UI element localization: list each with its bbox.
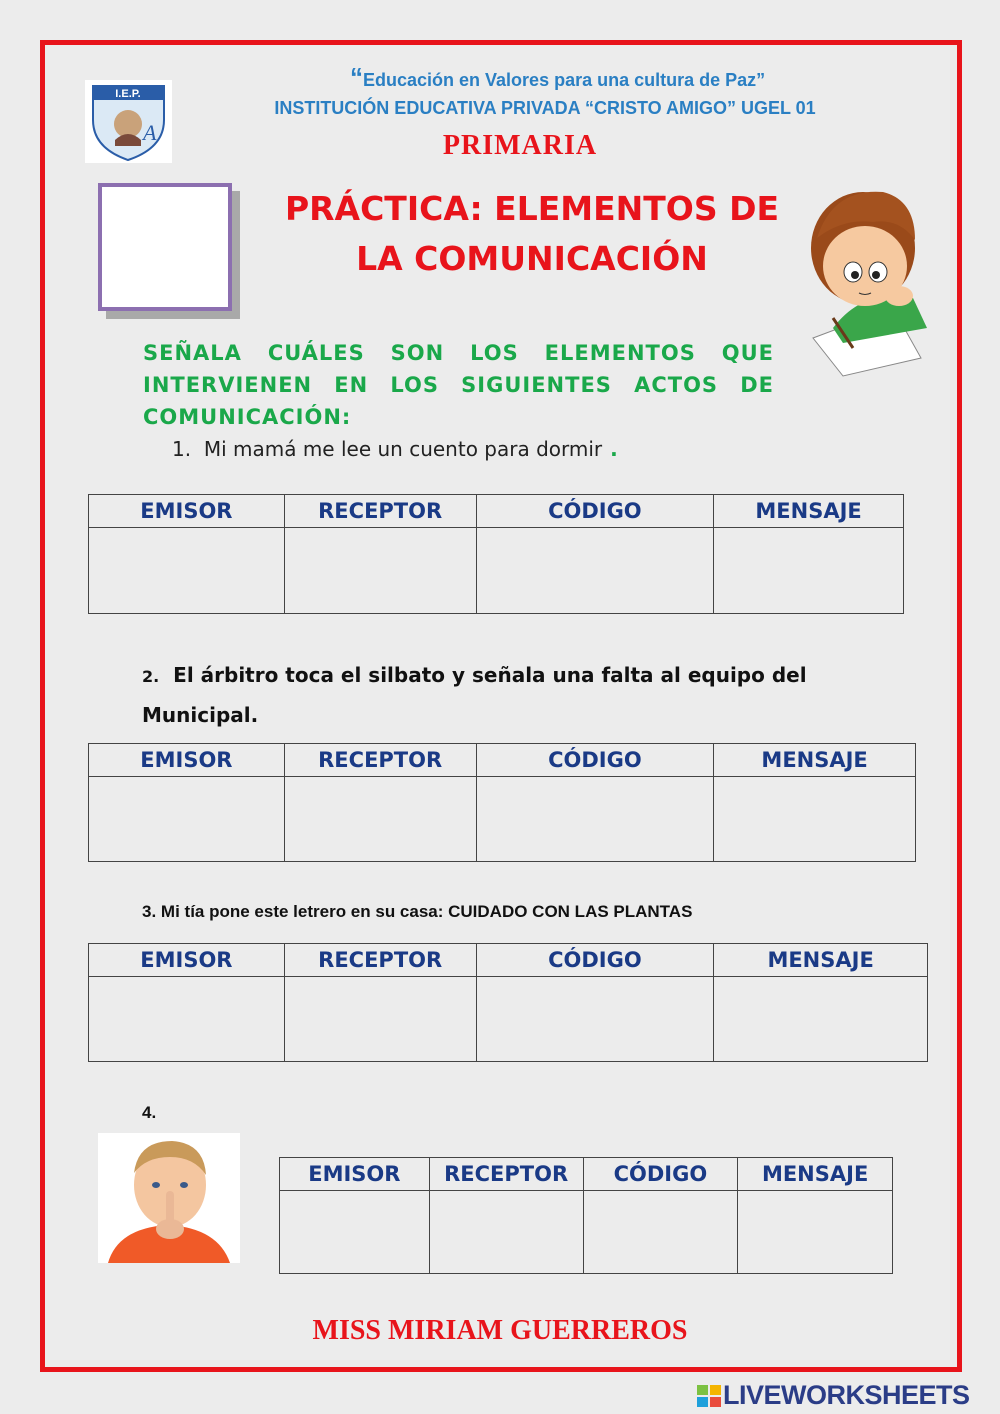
answer-cell-emisor[interactable]: [89, 528, 285, 614]
svg-text:A: A: [143, 120, 157, 145]
answer-table-2: [88, 743, 916, 862]
teacher-signature: MISS MIRIAM GUERREROS: [312, 1315, 688, 1346]
answer-cell-mensaje[interactable]: [714, 977, 928, 1062]
answer-cell-mensaje[interactable]: [714, 528, 904, 614]
header-codigo: CÓDIGO: [583, 1158, 738, 1191]
answer-cell-receptor[interactable]: [429, 1191, 583, 1274]
answer-cell-receptor[interactable]: [284, 977, 476, 1062]
header-receptor: RECEPTOR: [429, 1158, 583, 1191]
answer-cell-mensaje[interactable]: [714, 777, 916, 862]
answer-cell-codigo[interactable]: [583, 1191, 738, 1274]
svg-text:I.E.P.: I.E.P.: [115, 88, 141, 100]
header-emisor: EMISOR: [89, 944, 285, 977]
liveworksheets-watermark: LIVEWORKSHEETS: [697, 1380, 970, 1411]
header-codigo: CÓDIGO: [476, 495, 714, 528]
child-silence-photo: [98, 1133, 240, 1263]
question-1: 1. Mi mamá me lee un cuento para dormir .: [172, 437, 618, 461]
header-receptor: RECEPTOR: [284, 744, 476, 777]
institution-name: INSTITUCIÓN EDUCATIVA PRIVADA “CRISTO AMIGO” UGEL 01: [274, 98, 816, 118]
question-2: 2. El árbitro toca el silbato y señala una falta al equipo del Municipal.: [142, 663, 807, 727]
answer-cell-mensaje[interactable]: [738, 1191, 893, 1274]
header-mensaje: MENSAJE: [714, 495, 904, 528]
header-codigo: CÓDIGO: [476, 744, 714, 777]
liveworksheets-logo-icon: [697, 1383, 721, 1405]
answer-cell-emisor[interactable]: [89, 977, 285, 1062]
answer-cell-receptor[interactable]: [284, 777, 476, 862]
question-4: 4.: [142, 1103, 157, 1122]
answer-cell-codigo[interactable]: [476, 777, 714, 862]
answer-table-3: [88, 943, 928, 1062]
question-3: 3. Mi tía pone este letrero en su casa: CUIDADO CON LAS PLANTAS: [142, 902, 693, 921]
header-emisor: EMISOR: [280, 1158, 430, 1191]
header-mensaje: MENSAJE: [714, 944, 928, 977]
header-mensaje: MENSAJE: [714, 744, 916, 777]
motto: “Educación en Valores para una cultura de Paz”: [350, 62, 766, 92]
header-codigo: CÓDIGO: [476, 944, 714, 977]
photo-box: [98, 183, 232, 311]
answer-cell-emisor[interactable]: [280, 1191, 430, 1274]
level-label: PRIMARIA: [442, 130, 598, 161]
instruction-text: SEÑALA CUÁLES SON LOS ELEMENTOS QUE INTERVIENEN EN LOS SIGUIENTES ACTOS DE COMUNICACIÓN:: [143, 341, 774, 429]
header-receptor: RECEPTOR: [284, 495, 476, 528]
answer-cell-codigo[interactable]: [476, 977, 714, 1062]
boy-writing-illustration: [803, 178, 931, 378]
school-logo: [85, 80, 172, 163]
answer-table-4: [279, 1157, 893, 1274]
header-emisor: EMISOR: [89, 744, 285, 777]
header-emisor: EMISOR: [89, 495, 285, 528]
header-mensaje: MENSAJE: [738, 1158, 893, 1191]
page-title: PRÁCTICA: ELEMENTOS DE LA COMUNICACIÓN: [284, 189, 780, 278]
answer-cell-receptor[interactable]: [284, 528, 476, 614]
answer-cell-codigo[interactable]: [476, 528, 714, 614]
answer-cell-emisor[interactable]: [89, 777, 285, 862]
header-receptor: RECEPTOR: [284, 944, 476, 977]
answer-table-1: [88, 494, 904, 614]
